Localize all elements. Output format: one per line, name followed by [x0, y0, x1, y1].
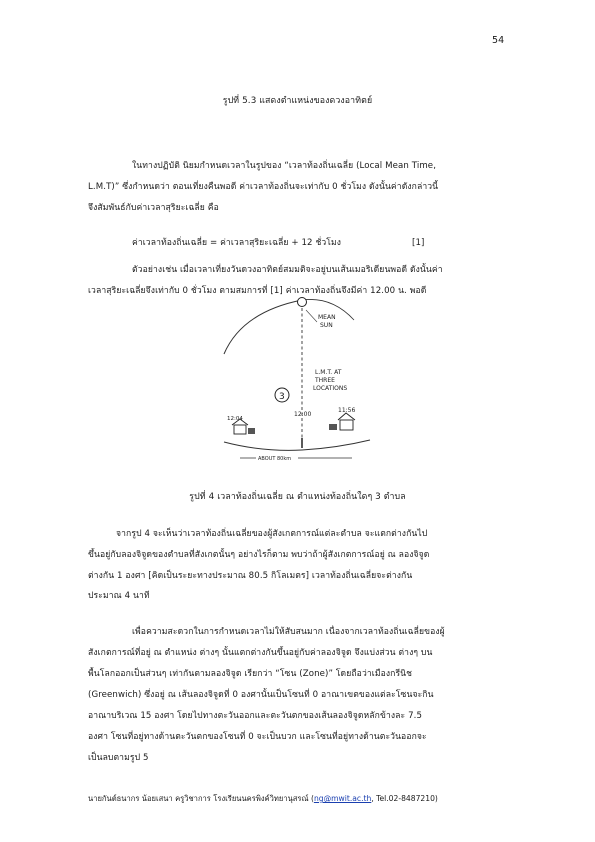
figure-caption-bottom: รูปที่ 4 เวลาท้องถิ่นเฉลี่ย ณ ตำแหน่งท้องถิ่นใดๆ 3 ตำบล [189, 492, 406, 502]
footer-tail: , Tel.02-8487210) [371, 794, 438, 803]
paragraph-2-line-2: เวลาสุริยะเฉลี่ยจึงเท่ากับ 0 ชั่วโมง ตามสมการที่ [1] ค่าเวลาท้องถิ่นจึงมีค่า 12.00 น. พอดี [88, 286, 427, 296]
paragraph-4-line-2: สังเกตการณ์ที่อยู่ ณ ตำแหน่ง ต่างๆ นั้นแตกต่างกันขึ้นอยู่กับค่าลองจิจูด จึงแบ่งส่วน ต่างๆ บน [88, 648, 433, 658]
paragraph-3-line-3: ต่างกัน 1 องศา [คิดเป็นระยะทางประมาณ 80.5 กิโลเมตร] เวลาท้องถิ่นเฉลี่ยจะต่างกัน [88, 571, 413, 581]
label-bottom: ABOUT 80km [258, 456, 292, 462]
paragraph-3-line-2: ขึ้นอยู่กับลองจิจูดของตำบลที่สังเกตนั้นๆ อย่างไรก็ตาม พบว่าถ้าผู้สังเกตการณ์อยู่ ณ ลองจิจูด [88, 550, 430, 560]
paragraph-3-line-1: จากรูป 4 จะเห็นว่าเวลาท้องถิ่นเฉลี่ยของผู้สังเกตการณ์แต่ละตำบล จะแตกต่างกันไป [116, 529, 428, 539]
paragraph-1-line-1: ในทางปฏิบัติ นิยมกำหนดเวลาในรูปของ “เวลาท้องถิ่นเฉลี่ย (Local Mean Time, [132, 161, 437, 171]
label-lmt-2: THREE [315, 377, 335, 384]
label-time-right: 11:56 [338, 407, 356, 414]
paragraph-1-line-2: L.M.T)” ซึ่งกำหนดว่า ตอนเที่ยงคืนพอดี ค่าเวลาท้องถิ่นจะเท่ากับ 0 ชั่วโมง ดังนั้นค่าดังกล่าวนี้ [88, 182, 439, 192]
equation-number: [1] [412, 238, 425, 248]
meridian-arc [224, 300, 302, 354]
mean-sun-sketch-figure [222, 292, 372, 472]
paragraph-4-line-3: พื้นโลกออกเป็นส่วนๆ เท่ากันตามลองจิจูด เรียกว่า “โซน (Zone)” โดยถือว่าเมืองกรีนิช [88, 669, 413, 679]
paragraph-4-line-6: องศา โซนที่อยู่ทางด้านตะวันตกของโซนที่ 0 จะเป็นบวก และโซนที่อยู่ทางด้านตะวันออกจะ [88, 732, 427, 742]
footer-email-link[interactable]: ng@mwit.ac.th [313, 794, 372, 803]
mean-sun-icon [298, 298, 307, 307]
sun-pointer [306, 310, 317, 322]
paragraph-4-line-7: เป็นลบตามรูป 5 [88, 753, 149, 763]
paragraph-3-line-4: ประมาณ 4 นาที [88, 591, 150, 601]
label-lmt-1: L.M.T. AT [315, 369, 342, 376]
label-time-center: 12:00 [294, 411, 312, 418]
label-circle-3: 3 [279, 392, 285, 402]
label-time-left: 12:04 [227, 416, 243, 422]
paragraph-1-line-3: จึงสัมพันธ์กับค่าเวลาสุริยะเฉลี่ย คือ [88, 203, 219, 213]
paragraph-2-line-1: ตัวอย่างเช่น เมื่อเวลาเที่ยงวันดวงอาทิตย์สมมติจะอยู่บนเส้นเมอริเดียนพอดี ดังนั้นค่า [132, 265, 443, 275]
label-sun: SUN [320, 322, 333, 329]
paragraph-4-line-1: เพื่อความสะดวกในการกำหนดเวลาไม่ให้สับสนมาก เนื่องจากเวลาท้องถิ่นเฉลี่ยของผู้ [132, 627, 445, 637]
right-house-icon [329, 413, 355, 430]
equation-text: ค่าเวลาท้องถิ่นเฉลี่ย = ค่าเวลาสุริยะเฉลี่ย + 12 ชั่วโมง [132, 238, 342, 248]
label-mean: MEAN [318, 314, 336, 321]
footer [88, 793, 438, 805]
footer-text: นายกันต์ธนากร น้อยเสนา ครูวิชาการ โรงเรียนนครพิงค์วิทยานุสรณ์ ( [88, 794, 314, 803]
page-number: 54 [492, 35, 505, 46]
paragraph-4-line-5: อาณาบริเวณ 15 องศา โดยไปทางตะวันออกและตะวันตกของเส้นลองจิจูดหลักข้างละ 7.5 [88, 711, 423, 721]
figure-caption-top: รูปที่ 5.3 แสดงตำแหน่งของดวงอาทิตย์ [222, 96, 373, 106]
ground-line [224, 440, 370, 450]
label-lmt-3: LOCATIONS [313, 385, 348, 392]
paragraph-4-line-4: (Greenwich) ซึ่งอยู่ ณ เส้นลองจิจูดที่ 0 องศานั้นเป็นโซนที่ 0 อาณาเขตของแต่ละโซนจะกิน [88, 690, 434, 700]
